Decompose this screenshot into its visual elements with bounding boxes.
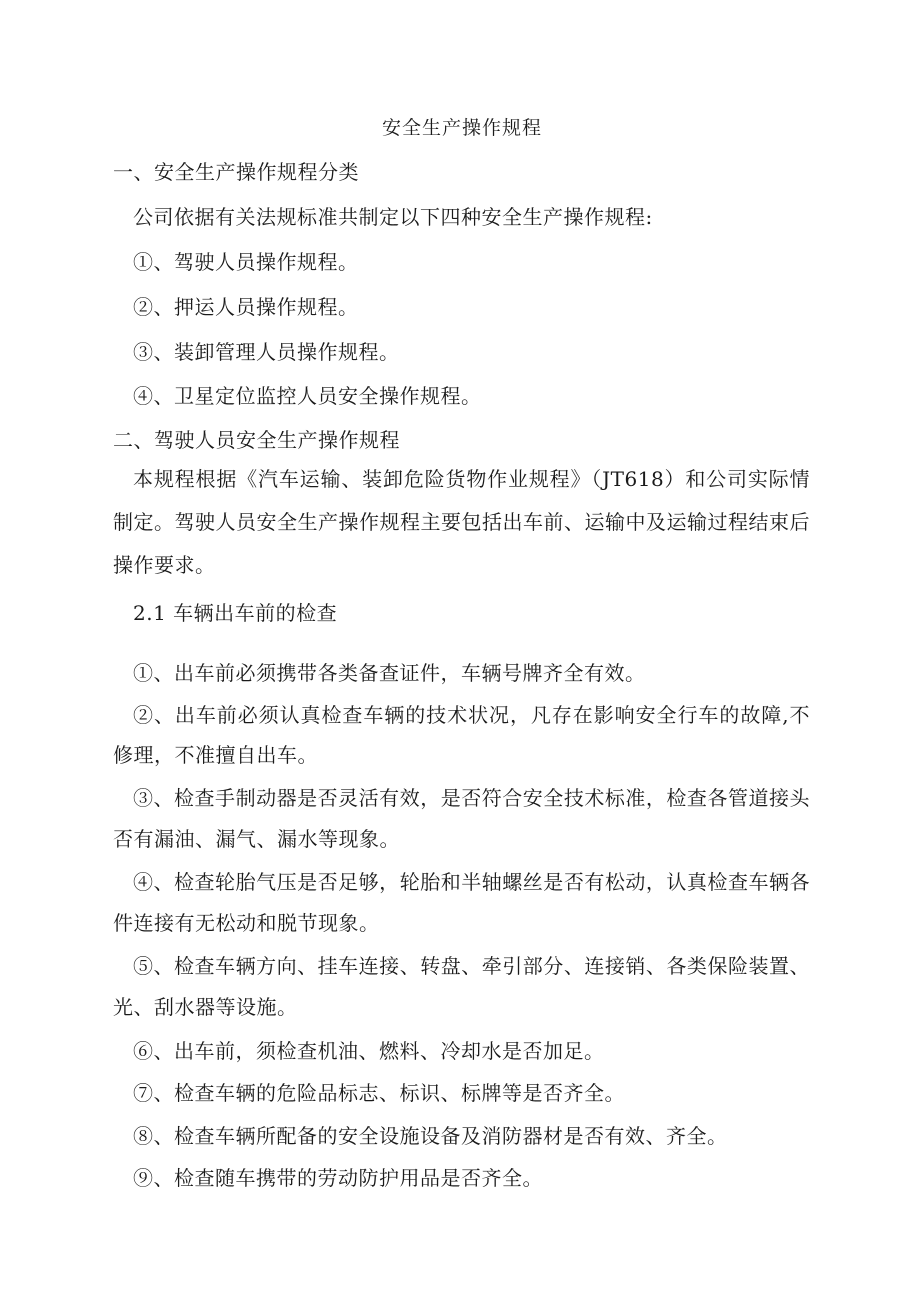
check-item: ④、检查轮胎气压是否足够，轮胎和半轴螺丝是否有松动，认真检查车辆各 <box>133 870 810 894</box>
check-item: ③、检查手制动器是否灵活有效，是否符合安全技术标准，检查各管道接头 <box>133 786 810 810</box>
section-1-intro: 公司依据有关法规标准共制定以下四种安全生产操作规程: <box>133 205 653 229</box>
check-item: ⑦、检查车辆的危险品标志、标识、标牌等是否齐全。 <box>133 1081 625 1105</box>
section-2-paragraph-line: 操作要求。 <box>113 553 216 577</box>
check-item-continuation: 光、刮水器等设施。 <box>113 995 298 1019</box>
check-item: ⑥、出车前，须检查机油、燃料、冷却水是否加足。 <box>133 1039 605 1063</box>
list-item: ①、驾驶人员操作规程。 <box>133 250 359 274</box>
subsection-heading: 2.1 车辆出车前的检查 <box>133 601 338 625</box>
section-heading-1: 一、安全生产操作规程分类 <box>113 160 359 184</box>
section-2-paragraph-line: 制定。驾驶人员安全生产操作规程主要包括出车前、运输中及运输过程结束后 <box>113 510 810 534</box>
list-item: ②、押运人员操作规程。 <box>133 295 359 319</box>
list-item: ③、装卸管理人员操作规程。 <box>133 340 400 364</box>
check-item-continuation: 件连接有无松动和脱节现象。 <box>113 911 380 935</box>
check-item-continuation: 修理，不准擅自出车。 <box>113 743 318 767</box>
check-item-continuation: 否有漏油、漏气、漏水等现象。 <box>113 827 400 851</box>
list-item: ④、卫星定位监控人员安全操作规程。 <box>133 384 482 408</box>
check-item: ⑤、检查车辆方向、挂车连接、转盘、牵引部分、连接销、各类保险装置、 <box>133 954 810 978</box>
check-item: ②、出车前必须认真检查车辆的技术状况，凡存在影响安全行车的故障,不 <box>133 703 810 727</box>
page-title: 安全生产操作规程 <box>382 117 543 139</box>
section-2-paragraph-line: 本规程根据《汽车运输、装卸危险货物作业规程》（JT618）和公司实际情 <box>133 467 810 491</box>
check-item: ⑧、检查车辆所配备的安全设施设备及消防器材是否有效、齐全。 <box>133 1124 728 1148</box>
check-item: ①、出车前必须携带各类备查证件，车辆号牌齐全有效。 <box>133 661 646 685</box>
section-heading-2: 二、驾驶人员安全生产操作规程 <box>113 428 400 452</box>
check-item: ⑨、检查随车携带的劳动防护用品是否齐全。 <box>133 1166 543 1190</box>
